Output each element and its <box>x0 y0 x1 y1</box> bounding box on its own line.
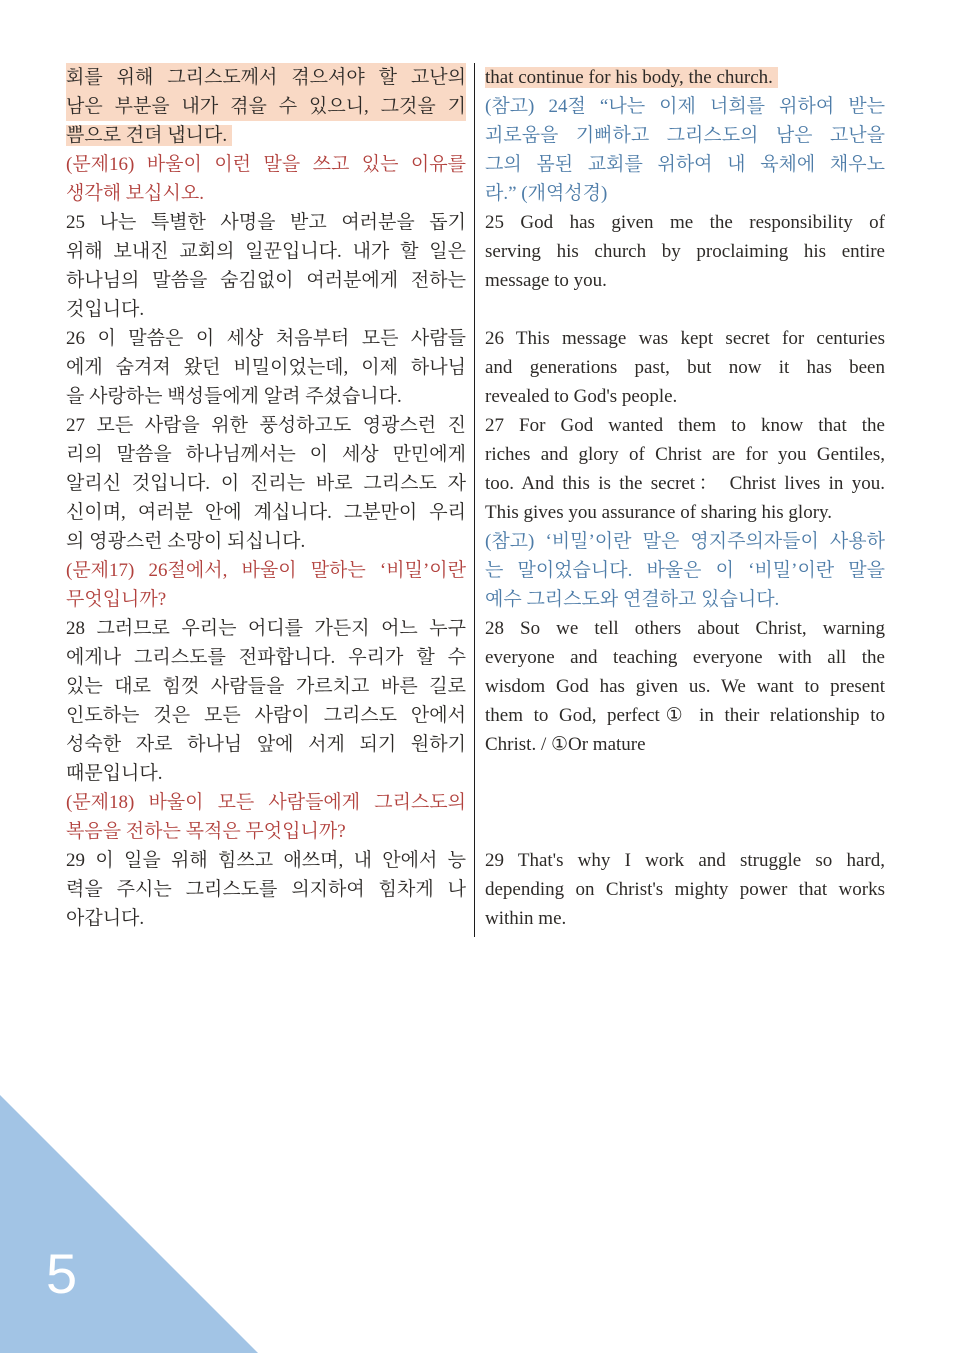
text-line <box>66 817 466 846</box>
text-line-content: 때문입니다. <box>66 763 163 784</box>
text-line-content: 신이며, 여러분 안에 계십니다. 그분만이 우리 <box>66 502 466 523</box>
text-line-content: (문제17) 26절에서, 바울이 말하는 ‘비밀’이란 <box>66 560 466 581</box>
text-line-content <box>485 299 490 320</box>
text-line <box>485 817 885 846</box>
text-line <box>66 440 466 469</box>
text-line-content: 25 나는 특별한 사명을 받고 여러분을 돕기 <box>66 212 466 233</box>
text-line-content: 것입니다. <box>66 299 145 320</box>
text-line-content: and generations past, but now it has been <box>485 357 885 378</box>
text-line <box>66 730 466 759</box>
text-line <box>485 556 885 585</box>
text-line <box>66 846 466 875</box>
text-line <box>66 353 466 382</box>
text-line <box>66 904 466 933</box>
text-line <box>66 324 466 353</box>
text-line-content: everyone and teaching everyone with all the <box>485 647 885 668</box>
text-line <box>66 179 466 208</box>
text-line-content: too. And this is the secret： Christ lives in you. <box>485 473 885 494</box>
text-line <box>485 440 885 469</box>
text-line <box>485 672 885 701</box>
text-line-content: 28 그러므로 우리는 어디를 가든지 어느 누구 <box>66 618 466 639</box>
text-line-content: 회를 위해 그리스도께서 겪으셔야 할 고난의 <box>66 67 466 88</box>
text-line <box>485 411 885 440</box>
text-line <box>66 150 466 179</box>
text-line <box>66 672 466 701</box>
text-line <box>66 382 466 411</box>
text-line-content: message to you. <box>485 270 607 291</box>
text-line-content: within me. <box>485 908 567 929</box>
text-line-content: 예수 그리스도와 연결하고 있습니다. <box>485 589 780 610</box>
text-line <box>485 846 885 875</box>
text-line <box>485 353 885 382</box>
text-line <box>66 527 466 556</box>
text-line-content: them to God, perfect① in their relationship to <box>485 705 885 726</box>
text-line-content: This gives you assurance of sharing his glory. <box>485 502 833 523</box>
text-line <box>66 92 466 121</box>
text-line-content: 26 이 말씀은 이 세상 처음부터 모든 사람들 <box>66 328 466 349</box>
text-line <box>485 266 885 295</box>
text-line-content: 에게나 그리스도를 전파합니다. 우리가 할 수 <box>66 647 466 668</box>
text-line <box>485 324 885 353</box>
left-column-korean <box>66 63 466 933</box>
text-line-content: 알리신 것입니다. 이 진리는 바로 그리스도 자 <box>66 473 466 494</box>
text-line-content: 27 For God wanted them to know that the <box>485 415 885 436</box>
text-line-content: 인도하는 것은 모든 사람이 그리스도 안에서 <box>66 705 466 726</box>
text-line <box>485 788 885 817</box>
text-line-content: 생각해 보십시오. <box>66 183 204 204</box>
text-line-content: (문제18) 바울이 모든 사람들에게 그리스도의 <box>66 792 466 813</box>
text-line-content: wisdom God has given us. We want to present <box>485 676 885 697</box>
text-line-content: 그의 몸된 교회를 위하여 내 육체에 채우노 <box>485 154 885 175</box>
text-line <box>485 701 885 730</box>
text-line-content: riches and glory of Christ are for you Gentiles, <box>485 444 885 465</box>
text-line-content: 는 말이었습니다. 바울은 이 ‘비밀’이란 말을 <box>485 560 885 581</box>
text-line <box>66 295 466 324</box>
text-line-content: (참고) ‘비밀’이란 말은 영지주의자들이 사용하 <box>485 531 885 552</box>
text-line-content: 아갑니다. <box>66 908 145 929</box>
text-line-content: 25 God has given me the responsibility of <box>485 212 885 233</box>
text-line-content: 26 This message was kept secret for centuries <box>485 328 885 349</box>
text-line-content: 있는 대로 힘껏 사람들을 가르치고 바른 길로 <box>66 676 466 697</box>
text-line-content: 위해 보내진 교회의 일꾼입니다. 내가 할 일은 <box>66 241 466 262</box>
text-line <box>485 585 885 614</box>
text-line-content: 을 사랑하는 백성들에게 알려 주셨습니다. <box>66 386 402 407</box>
text-line <box>485 92 885 121</box>
text-line <box>485 208 885 237</box>
text-line <box>485 643 885 672</box>
text-line <box>66 411 466 440</box>
text-line-content: 29 이 일을 위해 힘쓰고 애쓰며, 내 안에서 능 <box>66 850 466 871</box>
text-line <box>485 382 885 411</box>
text-line <box>66 759 466 788</box>
text-line-content: 성숙한 자로 하나님 앞에 서게 되기 원하기 <box>66 734 466 755</box>
text-line-content: 남은 부분을 내가 겪을 수 있으니, 그것을 기 <box>66 96 466 117</box>
text-line-content: depending on Christ's mighty power that works <box>485 879 885 900</box>
text-line-content: 력을 주시는 그리스도를 의지하여 힘차게 나 <box>66 879 466 900</box>
text-line-content: 29 That's why I work and struggle so hard, <box>485 850 885 871</box>
text-line-content: 하나님의 말씀을 숨김없이 여러분에게 전하는 <box>66 270 466 291</box>
text-line <box>485 614 885 643</box>
text-line-content: that continue for his body, the church. <box>485 67 778 88</box>
text-line <box>66 875 466 904</box>
text-line <box>66 788 466 817</box>
text-line-content: serving his church by proclaiming his entire <box>485 241 885 262</box>
text-line <box>485 904 885 933</box>
column-divider <box>474 63 475 937</box>
text-line <box>66 63 466 92</box>
text-line <box>66 266 466 295</box>
text-line <box>66 643 466 672</box>
text-line-content: 리의 말씀을 하나님께서는 이 세상 만민에게 <box>66 444 466 465</box>
text-line-content: 라.” (개역성경) <box>485 183 608 204</box>
text-line <box>485 237 885 266</box>
page-number: 5 <box>46 1242 78 1305</box>
text-line-content <box>485 821 490 842</box>
text-line <box>66 556 466 585</box>
text-line-content: 괴로움을 기뻐하고 그리스도의 남은 고난을 <box>485 125 885 146</box>
text-line <box>485 295 885 324</box>
text-line <box>485 498 885 527</box>
text-line-content: (문제16) 바울이 이런 말을 쓰고 있는 이유를 <box>66 154 466 175</box>
text-line <box>485 179 885 208</box>
text-line-content <box>485 792 490 813</box>
text-line <box>66 701 466 730</box>
text-line <box>66 469 466 498</box>
text-line-content: 복음을 전하는 목적은 무엇입니까? <box>66 821 346 842</box>
text-line <box>485 759 885 788</box>
text-line-content: (참고) 24절 “나는 이제 너희를 위하여 받는 <box>485 96 885 117</box>
text-line <box>485 469 885 498</box>
text-line-content <box>485 763 490 784</box>
text-line <box>485 875 885 904</box>
text-line <box>66 237 466 266</box>
text-line <box>485 527 885 556</box>
text-line <box>66 208 466 237</box>
text-line <box>66 498 466 527</box>
text-line <box>66 121 466 150</box>
text-line-content: Christ. / ①Or mature <box>485 734 646 755</box>
right-column-english <box>485 63 885 933</box>
text-line-content: 28 So we tell others about Christ, warning <box>485 618 885 639</box>
text-line-content: 무엇입니까? <box>66 589 167 610</box>
text-line-content: 의 영광스런 소망이 되십니다. <box>66 531 306 552</box>
corner-decoration <box>0 1095 258 1353</box>
text-line-content: 에게 숨겨져 왔던 비밀이었는데, 이제 하나님 <box>66 357 466 378</box>
text-line-content: 27 모든 사람을 위한 풍성하고도 영광스런 진 <box>66 415 466 436</box>
text-line <box>485 730 885 759</box>
text-line <box>66 614 466 643</box>
text-line-content: revealed to God's people. <box>485 386 678 407</box>
text-line <box>485 63 885 92</box>
text-line <box>485 150 885 179</box>
text-line <box>66 585 466 614</box>
text-line <box>485 121 885 150</box>
text-line-content: 쁨으로 견뎌 냅니다. <box>66 125 232 146</box>
